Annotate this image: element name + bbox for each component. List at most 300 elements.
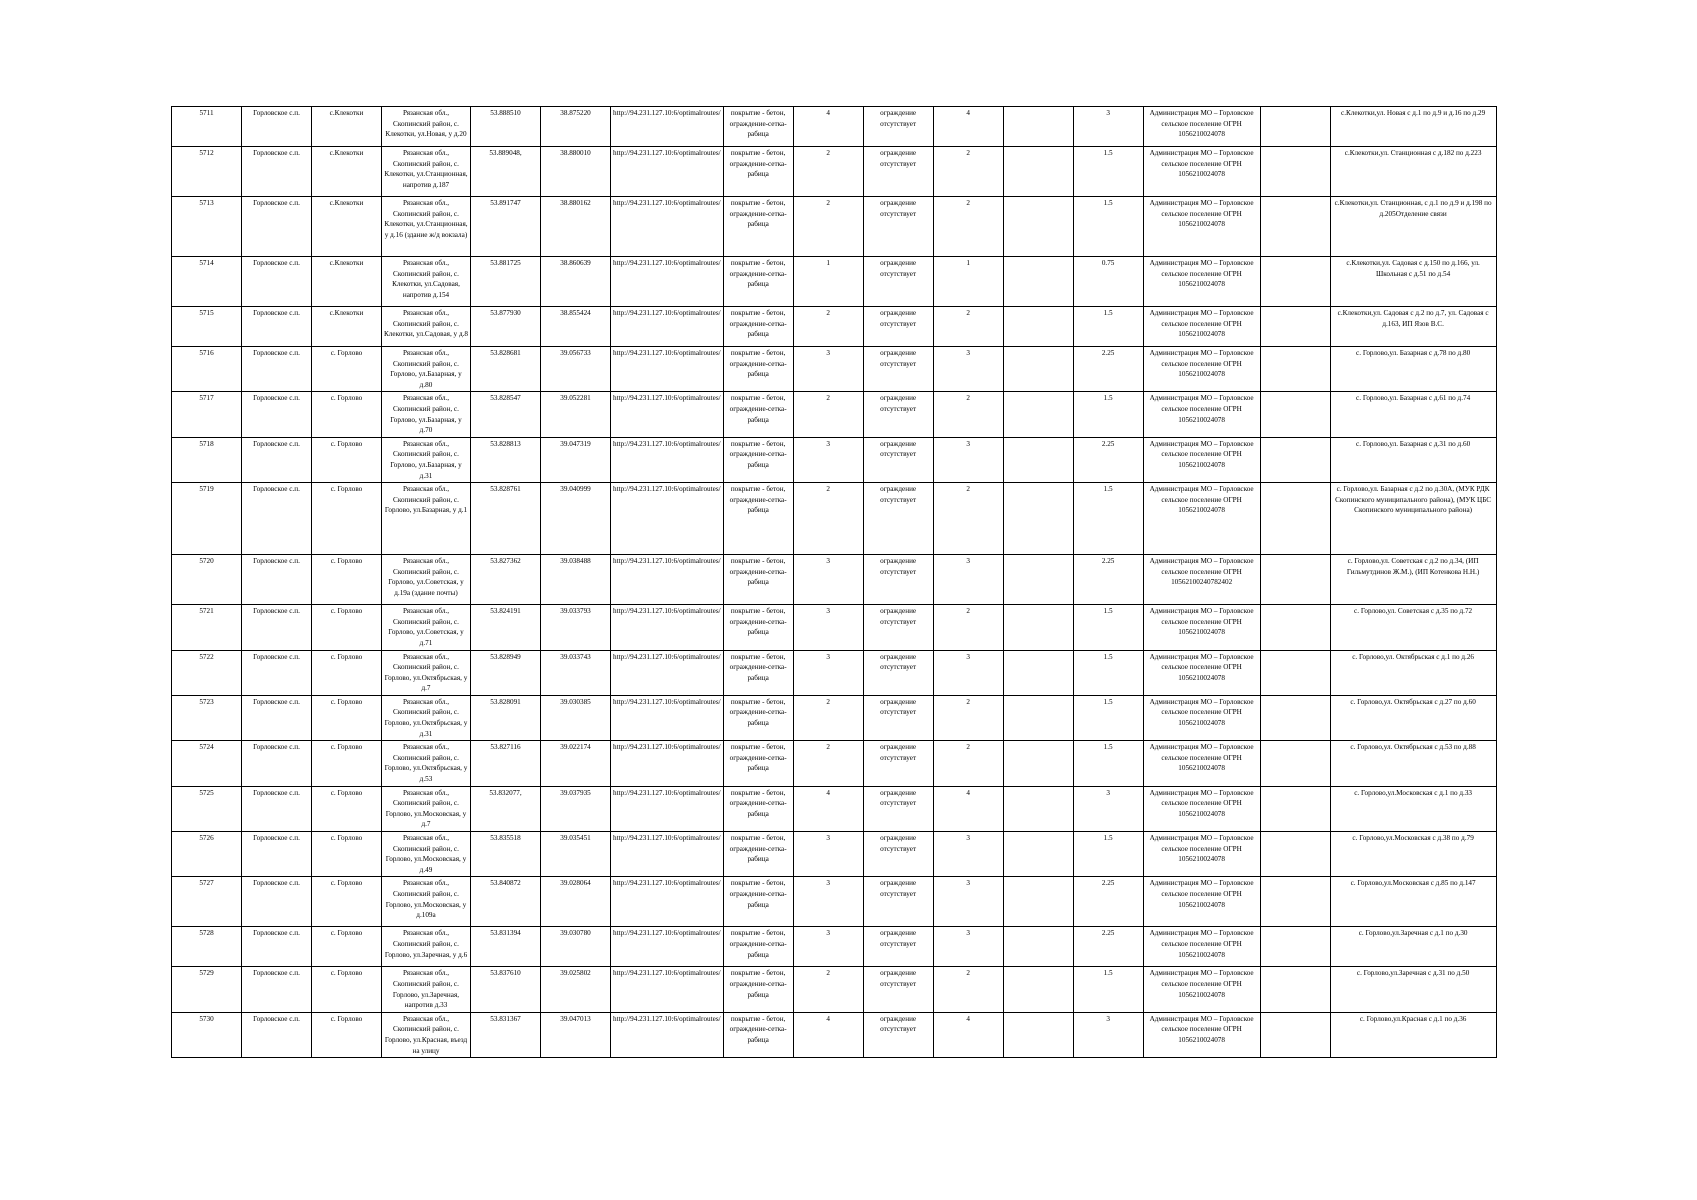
cell-containers: 2 bbox=[933, 741, 1003, 786]
cell-lat: 53.827362 bbox=[471, 555, 541, 605]
cell-id: 5724 bbox=[172, 741, 242, 786]
cell-owner: Администрация МО – Горловское сельское поселение ОГРН 1056210024078 bbox=[1143, 877, 1260, 927]
cell-empty bbox=[1260, 605, 1330, 650]
cell-lon: 39.047013 bbox=[541, 1012, 611, 1057]
cell-area: 3 bbox=[793, 605, 863, 650]
cell-volume: 1.5 bbox=[1073, 483, 1143, 555]
cell-address: Рязанская обл., Скопинский район, с. Клекотки, ул.Станционная, у д.16 (здание ж/д вокзала) bbox=[382, 197, 471, 257]
cell-settlement: Горловское с.п. bbox=[242, 147, 312, 197]
cell-settlement: Горловское с.п. bbox=[242, 257, 312, 307]
cell-volume-col bbox=[1003, 347, 1073, 392]
cell-empty bbox=[1260, 555, 1330, 605]
cell-locality: с.Клекотки bbox=[312, 307, 382, 347]
cell-containers: 3 bbox=[933, 555, 1003, 605]
registry-sheet bbox=[171, 106, 1497, 1058]
cell-settlement: Горловское с.п. bbox=[242, 695, 312, 740]
cell-settlement: Горловское с.п. bbox=[242, 347, 312, 392]
cell-owner: Администрация МО – Горловское сельское поселение ОГРН 1056210024078 bbox=[1143, 307, 1260, 347]
cell-lat: 53.828681 bbox=[471, 347, 541, 392]
cell-lon: 38.880162 bbox=[541, 197, 611, 257]
cell-lon: 39.040999 bbox=[541, 483, 611, 555]
cell-link: http://94.231.127.10:6/optimalroutes/ bbox=[611, 347, 724, 392]
cell-owner: Администрация МО – Горловское сельское поселение ОГРН 1056210024078 bbox=[1143, 392, 1260, 437]
cell-owner: Администрация МО – Горловское сельское поселение ОГРН 1056210024078 bbox=[1143, 741, 1260, 786]
cell-empty bbox=[1260, 437, 1330, 482]
cell-owner: Администрация МО – Горловское сельское поселение ОГРН 1056210024078 bbox=[1143, 147, 1260, 197]
cell-empty bbox=[1260, 307, 1330, 347]
cell-lon: 39.033743 bbox=[541, 650, 611, 695]
cell-empty bbox=[1260, 257, 1330, 307]
cell-owner: Администрация МО – Горловское сельское поселение ОГРН 1056210024078 bbox=[1143, 1012, 1260, 1057]
cell-containers: 2 bbox=[933, 967, 1003, 1012]
cell-address: Рязанская обл., Скопинский район, с. Горлово, ул.Советская, у д.19а (здание почты) bbox=[382, 555, 471, 605]
cell-address: Рязанская обл., Скопинский район, с. Горлово, ул.Московская, у д.109а bbox=[382, 877, 471, 927]
cell-lon: 39.052281 bbox=[541, 392, 611, 437]
cell-empty bbox=[1260, 786, 1330, 831]
table-row bbox=[172, 786, 1497, 831]
cell-link: http://94.231.127.10:6/optimalroutes/ bbox=[611, 927, 724, 967]
cell-empty bbox=[1260, 650, 1330, 695]
cell-containers: 3 bbox=[933, 927, 1003, 967]
cell-volume-col bbox=[1003, 555, 1073, 605]
cell-id: 5721 bbox=[172, 605, 242, 650]
cell-fence: ограждение отсутствует bbox=[863, 650, 933, 695]
cell-served: с. Горлово,ул.Заречная с д.1 по д.30 bbox=[1330, 927, 1496, 967]
cell-owner: Администрация МО – Горловское сельское поселение ОГРН 1056210024078 bbox=[1143, 483, 1260, 555]
registry-table bbox=[171, 106, 1497, 1058]
cell-lat: 53.827116 bbox=[471, 741, 541, 786]
cell-surface: покрытие - бетон, ограждение-сетка-рабица bbox=[723, 927, 793, 967]
cell-empty bbox=[1260, 1012, 1330, 1057]
cell-served: с. Горлово,ул.Московская с д.1 по д.33 bbox=[1330, 786, 1496, 831]
cell-id: 5723 bbox=[172, 695, 242, 740]
cell-locality: с. Горлово bbox=[312, 786, 382, 831]
cell-settlement: Горловское с.п. bbox=[242, 927, 312, 967]
cell-link: http://94.231.127.10:6/optimalroutes/ bbox=[611, 257, 724, 307]
cell-address: Рязанская обл., Скопинский район, с. Горлово, ул.Базарная, у д.31 bbox=[382, 437, 471, 482]
cell-id: 5717 bbox=[172, 392, 242, 437]
cell-volume-col bbox=[1003, 307, 1073, 347]
cell-id: 5714 bbox=[172, 257, 242, 307]
table-row bbox=[172, 877, 1497, 927]
cell-lon: 38.875220 bbox=[541, 107, 611, 147]
cell-volume: 1.5 bbox=[1073, 605, 1143, 650]
cell-lon: 39.033793 bbox=[541, 605, 611, 650]
cell-volume-col bbox=[1003, 832, 1073, 877]
cell-surface: покрытие - бетон, ограждение-сетка-рабица bbox=[723, 392, 793, 437]
cell-lat: 53.881725 bbox=[471, 257, 541, 307]
cell-area: 3 bbox=[793, 650, 863, 695]
cell-lon: 39.030780 bbox=[541, 927, 611, 967]
cell-owner: Администрация МО – Горловское сельское поселение ОГРН 1056210024078 bbox=[1143, 650, 1260, 695]
cell-volume: 1.5 bbox=[1073, 392, 1143, 437]
cell-area: 2 bbox=[793, 147, 863, 197]
cell-address: Рязанская обл., Скопинский район, с. Клекотки, ул.Садовая, у д.8 bbox=[382, 307, 471, 347]
cell-empty bbox=[1260, 197, 1330, 257]
cell-area: 4 bbox=[793, 786, 863, 831]
cell-locality: с.Клекотки bbox=[312, 147, 382, 197]
cell-containers: 2 bbox=[933, 147, 1003, 197]
table-row bbox=[172, 257, 1497, 307]
cell-link: http://94.231.127.10:6/optimalroutes/ bbox=[611, 147, 724, 197]
cell-surface: покрытие - бетон, ограждение-сетка-рабица bbox=[723, 605, 793, 650]
cell-fence: ограждение отсутствует bbox=[863, 1012, 933, 1057]
table-row bbox=[172, 1012, 1497, 1057]
cell-link: http://94.231.127.10:6/optimalroutes/ bbox=[611, 741, 724, 786]
cell-volume-col bbox=[1003, 107, 1073, 147]
cell-empty bbox=[1260, 392, 1330, 437]
cell-link: http://94.231.127.10:6/optimalroutes/ bbox=[611, 967, 724, 1012]
cell-volume-col bbox=[1003, 877, 1073, 927]
cell-volume: 2.25 bbox=[1073, 555, 1143, 605]
cell-served: с.Клекотки,ул. Станционная с д.182 по д.223 bbox=[1330, 147, 1496, 197]
cell-fence: ограждение отсутствует bbox=[863, 695, 933, 740]
cell-surface: покрытие - бетон, ограждение-сетка-рабица bbox=[723, 307, 793, 347]
cell-lat: 53.832077, bbox=[471, 786, 541, 831]
table-row bbox=[172, 197, 1497, 257]
cell-area: 2 bbox=[793, 307, 863, 347]
cell-settlement: Горловское с.п. bbox=[242, 967, 312, 1012]
cell-locality: с. Горлово bbox=[312, 605, 382, 650]
cell-containers: 4 bbox=[933, 1012, 1003, 1057]
cell-lon: 39.028064 bbox=[541, 877, 611, 927]
cell-id: 5728 bbox=[172, 927, 242, 967]
cell-lat: 53.828761 bbox=[471, 483, 541, 555]
table-row bbox=[172, 832, 1497, 877]
table-row bbox=[172, 307, 1497, 347]
cell-fence: ограждение отсутствует bbox=[863, 347, 933, 392]
cell-empty bbox=[1260, 741, 1330, 786]
cell-volume-col bbox=[1003, 605, 1073, 650]
cell-fence: ограждение отсутствует bbox=[863, 927, 933, 967]
cell-settlement: Горловское с.п. bbox=[242, 650, 312, 695]
cell-area: 3 bbox=[793, 927, 863, 967]
cell-link: http://94.231.127.10:6/optimalroutes/ bbox=[611, 786, 724, 831]
cell-volume: 3 bbox=[1073, 107, 1143, 147]
cell-containers: 3 bbox=[933, 347, 1003, 392]
cell-surface: покрытие - бетон, ограждение-сетка-рабица bbox=[723, 347, 793, 392]
cell-containers: 2 bbox=[933, 197, 1003, 257]
cell-link: http://94.231.127.10:6/optimalroutes/ bbox=[611, 197, 724, 257]
cell-fence: ограждение отсутствует bbox=[863, 147, 933, 197]
cell-containers: 2 bbox=[933, 392, 1003, 437]
cell-served: с.Клекотки,ул. Садовая с д.2 по д.7, ул. Садовая с д.163, ИП Язов В.С. bbox=[1330, 307, 1496, 347]
cell-surface: покрытие - бетон, ограждение-сетка-рабица bbox=[723, 257, 793, 307]
cell-address: Рязанская обл., Скопинский район, с. Горлово, ул.Октябрьская, у д.7 bbox=[382, 650, 471, 695]
cell-containers: 2 bbox=[933, 483, 1003, 555]
cell-settlement: Горловское с.п. bbox=[242, 832, 312, 877]
cell-id: 5729 bbox=[172, 967, 242, 1012]
cell-surface: покрытие - бетон, ограждение-сетка-рабица bbox=[723, 483, 793, 555]
cell-lat: 53.837610 bbox=[471, 967, 541, 1012]
cell-surface: покрытие - бетон, ограждение-сетка-рабица bbox=[723, 741, 793, 786]
cell-address: Рязанская обл., Скопинский район, с. Горлово, ул.Красная, въезд на улицу bbox=[382, 1012, 471, 1057]
cell-locality: с. Горлово bbox=[312, 967, 382, 1012]
cell-link: http://94.231.127.10:6/optimalroutes/ bbox=[611, 307, 724, 347]
cell-surface: покрытие - бетон, ограждение-сетка-рабица bbox=[723, 832, 793, 877]
cell-link: http://94.231.127.10:6/optimalroutes/ bbox=[611, 832, 724, 877]
cell-surface: покрытие - бетон, ограждение-сетка-рабица bbox=[723, 650, 793, 695]
cell-id: 5719 bbox=[172, 483, 242, 555]
cell-link: http://94.231.127.10:6/optimalroutes/ bbox=[611, 483, 724, 555]
cell-lon: 39.025802 bbox=[541, 967, 611, 1012]
cell-id: 5722 bbox=[172, 650, 242, 695]
cell-locality: с.Клекотки bbox=[312, 197, 382, 257]
cell-lat: 53.840872 bbox=[471, 877, 541, 927]
cell-owner: Администрация МО – Горловское сельское поселение ОГРН 1056210024078 bbox=[1143, 695, 1260, 740]
cell-empty bbox=[1260, 347, 1330, 392]
cell-served: с. Горлово,ул.Московская с д.85 по д.147 bbox=[1330, 877, 1496, 927]
cell-volume-col bbox=[1003, 967, 1073, 1012]
cell-link: http://94.231.127.10:6/optimalroutes/ bbox=[611, 1012, 724, 1057]
cell-served: с. Горлово,ул. Советская с д.2 по д.34, (ИП Гильмутдинов Ж.М.), (ИП Котенкова Н.Н.) bbox=[1330, 555, 1496, 605]
cell-link: http://94.231.127.10:6/optimalroutes/ bbox=[611, 437, 724, 482]
cell-id: 5715 bbox=[172, 307, 242, 347]
cell-lat: 53.877930 bbox=[471, 307, 541, 347]
cell-locality: с. Горлово bbox=[312, 650, 382, 695]
cell-area: 3 bbox=[793, 437, 863, 482]
cell-lat: 53.828949 bbox=[471, 650, 541, 695]
cell-volume: 2.25 bbox=[1073, 347, 1143, 392]
cell-id: 5730 bbox=[172, 1012, 242, 1057]
cell-fence: ограждение отсутствует bbox=[863, 832, 933, 877]
cell-lat: 53.828547 bbox=[471, 392, 541, 437]
cell-served: с. Горлово,ул. Октябрьская с д.1 по д.26 bbox=[1330, 650, 1496, 695]
table-row bbox=[172, 967, 1497, 1012]
table-row bbox=[172, 147, 1497, 197]
cell-empty bbox=[1260, 147, 1330, 197]
cell-containers: 2 bbox=[933, 307, 1003, 347]
cell-owner: Администрация МО – Горловское сельское поселение ОГРН 1056210024078 bbox=[1143, 605, 1260, 650]
cell-link: http://94.231.127.10:6/optimalroutes/ bbox=[611, 877, 724, 927]
cell-id: 5725 bbox=[172, 786, 242, 831]
cell-address: Рязанская обл., Скопинский район, с. Горлово, ул.Октябрьская, у д.53 bbox=[382, 741, 471, 786]
cell-area: 1 bbox=[793, 257, 863, 307]
cell-containers: 4 bbox=[933, 107, 1003, 147]
table-row bbox=[172, 107, 1497, 147]
cell-empty bbox=[1260, 695, 1330, 740]
cell-locality: с. Горлово bbox=[312, 877, 382, 927]
cell-served: с.Клекотки,ул. Новая с д.1 по д.9 и д.16 по д.29 bbox=[1330, 107, 1496, 147]
cell-area: 3 bbox=[793, 347, 863, 392]
cell-settlement: Горловское с.п. bbox=[242, 307, 312, 347]
cell-settlement: Горловское с.п. bbox=[242, 1012, 312, 1057]
cell-owner: Администрация МО – Горловское сельское поселение ОГРН 1056210024078 bbox=[1143, 347, 1260, 392]
cell-lat: 53.831367 bbox=[471, 1012, 541, 1057]
cell-id: 5727 bbox=[172, 877, 242, 927]
cell-locality: с. Горлово bbox=[312, 392, 382, 437]
cell-address: Рязанская обл., Скопинский район, с. Горлово, ул.Базарная, у д.1 bbox=[382, 483, 471, 555]
cell-volume: 3 bbox=[1073, 1012, 1143, 1057]
cell-volume: 0.75 bbox=[1073, 257, 1143, 307]
cell-area: 2 bbox=[793, 197, 863, 257]
cell-link: http://94.231.127.10:6/optimalroutes/ bbox=[611, 695, 724, 740]
cell-fence: ограждение отсутствует bbox=[863, 877, 933, 927]
cell-lon: 39.035451 bbox=[541, 832, 611, 877]
cell-area: 2 bbox=[793, 967, 863, 1012]
cell-volume: 1.5 bbox=[1073, 650, 1143, 695]
cell-empty bbox=[1260, 483, 1330, 555]
cell-address: Рязанская обл., Скопинский район, с. Горлово, ул.Московская, у д.49 bbox=[382, 832, 471, 877]
cell-empty bbox=[1260, 927, 1330, 967]
cell-settlement: Горловское с.п. bbox=[242, 741, 312, 786]
cell-empty bbox=[1260, 832, 1330, 877]
cell-served: с. Горлово,ул.Московская с д.38 по д.79 bbox=[1330, 832, 1496, 877]
cell-owner: Администрация МО – Горловское сельское поселение ОГРН 1056210024078 bbox=[1143, 257, 1260, 307]
cell-fence: ограждение отсутствует bbox=[863, 967, 933, 1012]
cell-volume-col bbox=[1003, 147, 1073, 197]
cell-volume: 2.25 bbox=[1073, 927, 1143, 967]
cell-id: 5712 bbox=[172, 147, 242, 197]
cell-lon: 39.038488 bbox=[541, 555, 611, 605]
cell-fence: ограждение отсутствует bbox=[863, 307, 933, 347]
cell-volume: 1.5 bbox=[1073, 741, 1143, 786]
cell-volume-col bbox=[1003, 927, 1073, 967]
cell-containers: 3 bbox=[933, 437, 1003, 482]
cell-empty bbox=[1260, 107, 1330, 147]
cell-surface: покрытие - бетон, ограждение-сетка-рабица bbox=[723, 437, 793, 482]
table-row bbox=[172, 605, 1497, 650]
cell-settlement: Горловское с.п. bbox=[242, 786, 312, 831]
cell-surface: покрытие - бетон, ограждение-сетка-рабица bbox=[723, 555, 793, 605]
cell-area: 4 bbox=[793, 107, 863, 147]
cell-served: с. Горлово,ул. Октябрьская с д.27 по д.60 bbox=[1330, 695, 1496, 740]
table-row bbox=[172, 695, 1497, 740]
cell-served: с. Горлово,ул. Базарная с д.78 по д.80 bbox=[1330, 347, 1496, 392]
cell-address: Рязанская обл., Скопинский район, с. Горлово, ул.Советская, у д.71 bbox=[382, 605, 471, 650]
cell-lon: 39.047319 bbox=[541, 437, 611, 482]
cell-containers: 3 bbox=[933, 877, 1003, 927]
cell-volume-col bbox=[1003, 786, 1073, 831]
cell-volume: 1.5 bbox=[1073, 307, 1143, 347]
cell-volume: 2.25 bbox=[1073, 437, 1143, 482]
cell-surface: покрытие - бетон, ограждение-сетка-рабица bbox=[723, 877, 793, 927]
cell-area: 3 bbox=[793, 877, 863, 927]
cell-fence: ограждение отсутствует bbox=[863, 392, 933, 437]
cell-address: Рязанская обл., Скопинский район, с. Горлово, ул.Базарная, у д.80 bbox=[382, 347, 471, 392]
cell-fence: ограждение отсутствует bbox=[863, 107, 933, 147]
cell-owner: Администрация МО – Горловское сельское поселение ОГРН 10562100240782402 bbox=[1143, 555, 1260, 605]
cell-settlement: Горловское с.п. bbox=[242, 197, 312, 257]
cell-locality: с. Горлово bbox=[312, 1012, 382, 1057]
cell-fence: ограждение отсутствует bbox=[863, 605, 933, 650]
cell-link: http://94.231.127.10:6/optimalroutes/ bbox=[611, 555, 724, 605]
cell-fence: ограждение отсутствует bbox=[863, 483, 933, 555]
cell-locality: с. Горлово bbox=[312, 695, 382, 740]
cell-locality: с. Горлово bbox=[312, 437, 382, 482]
cell-empty bbox=[1260, 967, 1330, 1012]
cell-locality: с. Горлово bbox=[312, 832, 382, 877]
cell-settlement: Горловское с.п. bbox=[242, 605, 312, 650]
cell-volume: 1.5 bbox=[1073, 197, 1143, 257]
cell-volume-col bbox=[1003, 650, 1073, 695]
cell-volume-col bbox=[1003, 392, 1073, 437]
cell-address: Рязанская обл., Скопинский район, с. Горлово, ул.Заречная, у д.6 bbox=[382, 927, 471, 967]
cell-volume-col bbox=[1003, 437, 1073, 482]
cell-area: 2 bbox=[793, 392, 863, 437]
cell-containers: 2 bbox=[933, 695, 1003, 740]
cell-owner: Администрация МО – Горловское сельское поселение ОГРН 1056210024078 bbox=[1143, 197, 1260, 257]
cell-lat: 53.835518 bbox=[471, 832, 541, 877]
cell-served: с. Горлово,ул.Заречная с д.31 по д.50 bbox=[1330, 967, 1496, 1012]
cell-fence: ограждение отсутствует bbox=[863, 786, 933, 831]
cell-owner: Администрация МО – Горловское сельское поселение ОГРН 1056210024078 bbox=[1143, 832, 1260, 877]
cell-surface: покрытие - бетон, ограждение-сетка-рабица bbox=[723, 786, 793, 831]
cell-id: 5718 bbox=[172, 437, 242, 482]
cell-lon: 38.860639 bbox=[541, 257, 611, 307]
cell-surface: покрытие - бетон, ограждение-сетка-рабица bbox=[723, 695, 793, 740]
cell-lat: 53.828091 bbox=[471, 695, 541, 740]
cell-volume: 1.5 bbox=[1073, 967, 1143, 1012]
cell-address: Рязанская обл., Скопинский район, с. Горлово, ул.Московская, у д.7 bbox=[382, 786, 471, 831]
cell-locality: с. Горлово bbox=[312, 555, 382, 605]
cell-volume-col bbox=[1003, 257, 1073, 307]
cell-owner: Администрация МО – Горловское сельское поселение ОГРН 1056210024078 bbox=[1143, 786, 1260, 831]
table-row bbox=[172, 347, 1497, 392]
cell-area: 2 bbox=[793, 483, 863, 555]
cell-surface: покрытие - бетон, ограждение-сетка-рабица bbox=[723, 197, 793, 257]
cell-volume: 1.5 bbox=[1073, 832, 1143, 877]
cell-lon: 39.022174 bbox=[541, 741, 611, 786]
cell-volume: 3 bbox=[1073, 786, 1143, 831]
cell-id: 5711 bbox=[172, 107, 242, 147]
cell-locality: с. Горлово bbox=[312, 927, 382, 967]
cell-containers: 3 bbox=[933, 832, 1003, 877]
cell-surface: покрытие - бетон, ограждение-сетка-рабица bbox=[723, 1012, 793, 1057]
cell-area: 3 bbox=[793, 832, 863, 877]
cell-settlement: Горловское с.п. bbox=[242, 555, 312, 605]
cell-surface: покрытие - бетон, ограждение-сетка-рабица bbox=[723, 967, 793, 1012]
cell-fence: ограждение отсутствует bbox=[863, 741, 933, 786]
cell-area: 4 bbox=[793, 1012, 863, 1057]
cell-served: с. Горлово,ул. Базарная с д.31 по д.60 bbox=[1330, 437, 1496, 482]
cell-id: 5726 bbox=[172, 832, 242, 877]
cell-volume: 1.5 bbox=[1073, 147, 1143, 197]
cell-settlement: Горловское с.п. bbox=[242, 483, 312, 555]
cell-address: Рязанская обл., Скопинский район, с. Горлово, ул.Базарная, у д.70 bbox=[382, 392, 471, 437]
cell-containers: 1 bbox=[933, 257, 1003, 307]
cell-volume-col bbox=[1003, 1012, 1073, 1057]
cell-settlement: Горловское с.п. bbox=[242, 392, 312, 437]
cell-lon: 38.880010 bbox=[541, 147, 611, 197]
cell-lat: 53.824191 bbox=[471, 605, 541, 650]
cell-area: 2 bbox=[793, 695, 863, 740]
cell-address: Рязанская обл., Скопинский район, с. Клекотки, ул.Станционная, напротив д.187 bbox=[382, 147, 471, 197]
table-row bbox=[172, 741, 1497, 786]
cell-link: http://94.231.127.10:6/optimalroutes/ bbox=[611, 605, 724, 650]
table-row bbox=[172, 555, 1497, 605]
cell-served: с. Горлово,ул. Советская с д.35 по д.72 bbox=[1330, 605, 1496, 650]
cell-owner: Администрация МО – Горловское сельское поселение ОГРН 1056210024078 bbox=[1143, 927, 1260, 967]
table-row bbox=[172, 437, 1497, 482]
cell-served: с.Клекотки,ул. Садовая с д.150 по д.166, ул. Школьная с д.51 по д.54 bbox=[1330, 257, 1496, 307]
table-row bbox=[172, 927, 1497, 967]
cell-fence: ограждение отсутствует bbox=[863, 257, 933, 307]
cell-served: с. Горлово,ул. Базарная с д.61 по д.74 bbox=[1330, 392, 1496, 437]
cell-volume-col bbox=[1003, 695, 1073, 740]
cell-id: 5716 bbox=[172, 347, 242, 392]
cell-area: 2 bbox=[793, 741, 863, 786]
cell-volume: 2.25 bbox=[1073, 877, 1143, 927]
cell-locality: с.Клекотки bbox=[312, 257, 382, 307]
cell-link: http://94.231.127.10:6/optimalroutes/ bbox=[611, 107, 724, 147]
cell-served: с. Горлово,ул.Красная с д.1 по д.36 bbox=[1330, 1012, 1496, 1057]
cell-id: 5713 bbox=[172, 197, 242, 257]
cell-owner: Администрация МО – Горловское сельское поселение ОГРН 1056210024078 bbox=[1143, 107, 1260, 147]
cell-volume-col bbox=[1003, 197, 1073, 257]
cell-volume-col bbox=[1003, 483, 1073, 555]
cell-served: с.Клекотки,ул. Станционная, с д.1 по д.9 и д.198 по д.205Отделение связи bbox=[1330, 197, 1496, 257]
